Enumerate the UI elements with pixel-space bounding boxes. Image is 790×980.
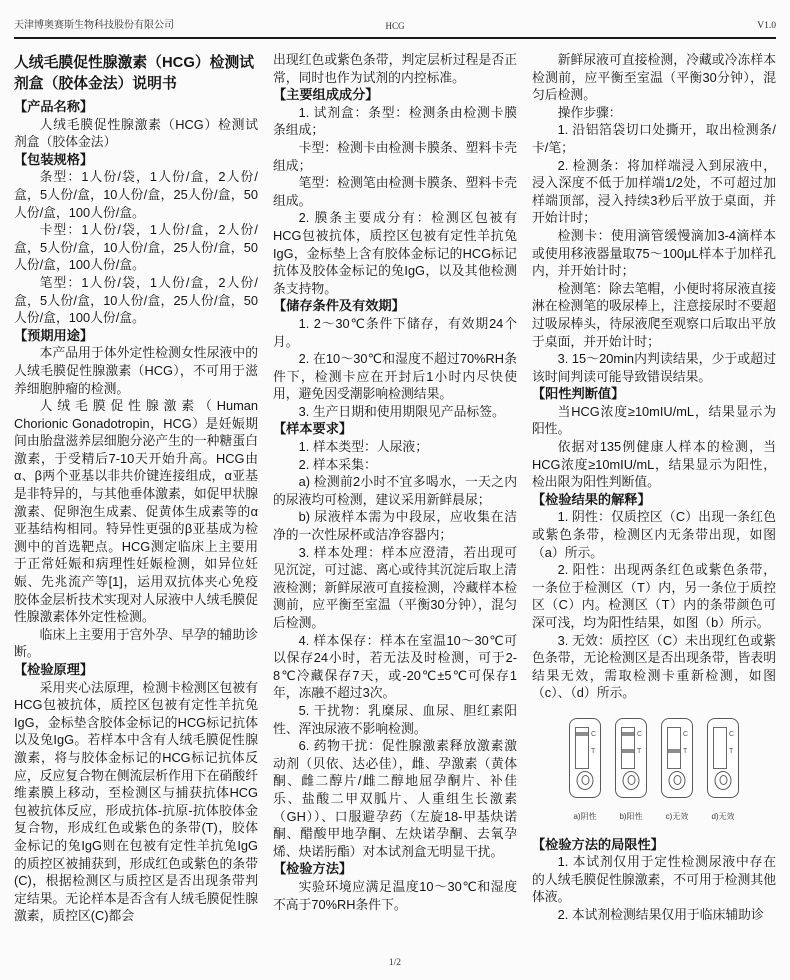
paragraph: 卡型：检测卡由检测卡膜条、塑料卡壳组成； bbox=[273, 139, 517, 173]
c-band bbox=[576, 732, 588, 736]
section-heading: 【样本要求】 bbox=[273, 421, 353, 437]
version-label: V1.0 bbox=[757, 21, 776, 31]
column-right bbox=[532, 51, 776, 925]
cassette bbox=[661, 718, 693, 826]
section-heading: 【包装规格】 bbox=[14, 151, 94, 167]
column-middle bbox=[273, 51, 517, 925]
section-heading: 【检验结果的解释】 bbox=[532, 491, 651, 507]
column-left bbox=[14, 51, 258, 925]
sample-well bbox=[623, 771, 640, 790]
paragraph: 3. 生产日期和使用期限见产品标签。 bbox=[298, 403, 505, 419]
t-mark-label: T bbox=[591, 747, 596, 755]
test-cassette bbox=[707, 718, 739, 798]
paragraph: 条型：1人份/袋，1人份/盒，2人份/盒，5人份/盒，10人份/盒，25人份/盒，50人份/盒，100人份/盒。 bbox=[14, 169, 258, 220]
cassette-caption: d)无效 bbox=[711, 811, 735, 821]
sample-well-inner bbox=[581, 775, 589, 785]
header-doc-code: HCG bbox=[385, 21, 405, 31]
sample-well bbox=[669, 771, 686, 790]
t-mark-label: T bbox=[729, 747, 734, 755]
section-heading: 【产品名称】 bbox=[14, 99, 94, 114]
c-mark-label: C bbox=[591, 730, 597, 738]
paragraph: 2. 样本采集： bbox=[298, 456, 377, 472]
paragraph: 操作步骤： bbox=[557, 104, 622, 120]
paragraph: 采用夹心法原理，检测卡检测区包被有HCG包被抗体，质控区包被有定性羊抗兔IgG，金标垫含胶体金标记的HCG标记抗体以及兔IgG。若样本中含有人绒毛膜促性腺激素，将与胶体金标记的HCG标记抗体反应，反应复合物在侧流层析作用下在硝酸纤维素膜上移动，至检测区与捕获抗体HCG包被抗体反应，形成抗体-抗原-抗体胶体金复合物，形成红色或紫色的条带(T)，胶体金标记的兔IgG则在包被有定性羊抗兔IgG的质控区被捕获到，形成红色或紫色的条带(C)，根据检测区与质控区是否出现条带判定结果。无论样本是否含有人绒毛膜促性腺激素，质控区(C)都会 bbox=[14, 679, 258, 924]
paragraph: 6. 药物干扰：促性腺激素释放激素激动剂（贝依、达必佳），雌、孕激素（黄体酮、雌二醇片/雌二醇地屈孕酮片、补佳乐、盐酸二甲双胍片、人重组生长激素（GH））、口服避孕药（左旋18-甲基炔诺酮、醋酸甲地孕酮、左炔诺孕酮、去氧孕烯、炔诺肟酯）对本试剂盒无明显干扰。 bbox=[273, 738, 517, 859]
paragraph: 出现红色或紫色条带，判定层析过程是否正常，同时也作为试剂的内控标准。 bbox=[273, 52, 517, 85]
paragraph: a) 检测前2小时不宜多喝水，一天之内的尿液均可检测，建议采用新鲜晨尿； bbox=[273, 474, 517, 507]
t-mark-label: T bbox=[683, 747, 688, 755]
paragraph: 4. 样本保存：样本在室温10～30℃可以保存24小时，若无法及时检测，可于2-8℃冷藏保存7天，或-20℃±5℃可保存1年，冻融不超过3次。 bbox=[273, 632, 517, 701]
sample-well-inner bbox=[673, 775, 681, 785]
section-heading: 【阳性判断值】 bbox=[532, 386, 625, 402]
paragraph: 依据对135例健康人样本的检测，当HCG浓度≥10mIU/mL，结果显示为阳性，检出限为阳性判断值。 bbox=[532, 439, 776, 490]
sample-well-inner bbox=[627, 775, 635, 785]
paragraph: b) 尿液样本需为中段尿，应收集在洁净的一次性尿杯或洁净容器内； bbox=[273, 509, 517, 543]
paragraph: 3. 无效：质控区（C）未出现红色或紫色条带，无论检测区是否出现条带，皆表明结果无效，需取检测卡重新检测，如图（c）、（d）所示。 bbox=[532, 632, 776, 701]
paragraph: 2. 阳性：出现两条红色或紫色条带，一条位于检测区（T）内，另一条位于质控区（C）内。检测区（T）内的条带颜色可深可浅，均为阳性结果，如图（b）所示。 bbox=[532, 562, 776, 630]
paragraph: 实验环境应满足温度10～30℃和湿度不高于70%RH条件下。 bbox=[273, 878, 517, 912]
paragraph: 1. 2～30℃条件下储存，有效期24个月。 bbox=[273, 315, 517, 349]
paragraph: 2. 膜条主要成分有：检测区包被有HCG包被抗体，质控区包被有定性羊抗兔IgG，金标垫上含有胶体金标记的HCG标记抗体及胶体金标记的兔IgG，以及其他检测条支持物。 bbox=[273, 210, 517, 296]
cassette bbox=[569, 718, 601, 826]
paragraph: 1. 阴性：仅质控区（C）出现一条红色或紫色条带，检测区内无条带出现，如图（a）所示。 bbox=[532, 509, 776, 560]
paragraph: 卡型：1人份/袋，1人份/盒，2人份/盒，5人份/盒，10人份/盒，25人份/盒，50人份/盒，100人份/盒。 bbox=[14, 222, 258, 273]
paragraph: 1. 沿铝箔袋切口处撕开，取出检测条/卡/笔； bbox=[532, 122, 776, 155]
paragraph: 2. 在10～30℃和湿度不超过70%RH条件下，检测卡应在开封后1小时内尽快使用，避免因受潮影响检测结果。 bbox=[273, 351, 517, 402]
paragraph: 1. 本试剂仅用于定性检测尿液中存在的人绒毛膜促性腺激素，不可用于检测其他体液。 bbox=[532, 854, 776, 905]
test-cassette bbox=[615, 718, 647, 798]
t-band bbox=[668, 749, 680, 753]
sample-well-inner bbox=[719, 775, 727, 785]
t-mark-label: T bbox=[637, 747, 642, 755]
paragraph: 1. 样本类型：人尿液； bbox=[298, 439, 428, 455]
paragraph: 本产品用于体外定性检测女性尿液中的人绒毛膜促性腺激素（HCG），不可用于滋养细胞肿瘤的检测。 bbox=[14, 345, 258, 396]
paragraph: 当HCG浓度≥10mIU/mL，结果显示为阳性。 bbox=[532, 403, 776, 437]
c-band bbox=[622, 732, 634, 736]
cassette-caption: b)阳性 bbox=[619, 811, 643, 821]
result-window bbox=[713, 727, 727, 769]
company-name: 天津博奥赛斯生物科技股份有限公司 bbox=[14, 20, 174, 31]
cassette bbox=[707, 718, 739, 826]
paragraph: 3. 样本处理：样本应澄清，若出现可见沉淀，可过滤、离心或待其沉淀后取上清液检测；新鲜尿液可直接检测，冷藏样本检测前，应平衡至室温（平衡30分钟），混匀后检测。 bbox=[273, 544, 517, 630]
paragraph: 笔型：检测笔由检测卡膜条、塑料卡壳组成。 bbox=[273, 175, 517, 208]
page-header bbox=[14, 0, 776, 39]
sample-well bbox=[715, 771, 732, 790]
paragraph: 笔型：1人份/袋，1人份/盒，2人份/盒，5人份/盒，10人份/盒，25人份/盒，50人份/盒，100人份/盒。 bbox=[14, 274, 258, 326]
paragraph: 人绒毛膜促性腺激素（HCG）检测试剂盒（胶体金法） bbox=[14, 116, 258, 150]
c-mark-label: C bbox=[729, 730, 735, 738]
section-heading: 【检验方法的局限性】 bbox=[532, 836, 664, 852]
text-columns bbox=[14, 39, 776, 925]
paragraph: 检测笔：除去笔帽，小便时将尿液直接淋在检测笔的吸尿棒上，注意接尿时不要超过吸尿棒头，待尿液爬至观察口后取出平放于桌面，并开始计时； bbox=[532, 280, 776, 349]
result-window bbox=[667, 727, 681, 769]
result-window bbox=[575, 727, 589, 769]
paragraph: 2. 本试剂检测结果仅用于临床辅助诊 bbox=[557, 906, 764, 922]
result-window bbox=[621, 727, 635, 769]
paragraph: 3. 15～20min内判读结果，少于或超过该时间判读可能导致错误结果。 bbox=[532, 351, 776, 384]
paragraph: 人绒毛膜促性腺激素（Human Chorionic Gonadotropin，HCG）是妊娠期间由胎盘滋养层细胞分泌产生的一种糖蛋白激素，于受精后7-10天开始升高。HCG由α、β两个亚基以非共价键连接组成，α亚基是非特异的，与其他垂体激素，如促甲状腺激素、促卵泡生成素、促黄体生成素等的α亚基结构相同。特异性更强的β亚基成为检测中的首选靶点。HCG测定临床上主要用于正常妊娠和病理性妊娠检测，如异位妊娠、先兆流产等[1]，运用双抗体夹心免疫胶体金层析技术实现对人尿液中人绒毛膜促性腺激素体外定性检测。 bbox=[14, 398, 258, 625]
section-heading: 【储存条件及有效期】 bbox=[273, 298, 405, 314]
section-heading: 【主要组成成分】 bbox=[273, 87, 379, 103]
page-number: 1/2 bbox=[388, 958, 402, 968]
c-mark-label: C bbox=[683, 730, 689, 738]
paragraph: 新鲜尿液可直接检测，冷藏或冷冻样本检测前，应平衡至室温（平衡30分钟），混匀后检测。 bbox=[532, 52, 776, 103]
section-heading: 【检验原理】 bbox=[14, 662, 94, 677]
section-heading: 【预期用途】 bbox=[14, 327, 94, 343]
c-mark-label: C bbox=[637, 730, 643, 738]
paragraph: 5. 干扰物：乳糜尿、血尿、胆红素阳性、浑浊尿液不影响检测。 bbox=[273, 702, 517, 736]
result-interpretation-figure bbox=[532, 718, 776, 826]
section-heading: 【检验方法】 bbox=[273, 861, 353, 877]
doc-title: 人绒毛膜促性腺激素（HCG）检测试剂盒（胶体金法）说明书 bbox=[14, 55, 255, 92]
cassette-caption: a)阴性 bbox=[573, 811, 597, 821]
paragraph: 检测卡：使用滴管缓慢滴加3-4滴样本或使用移液器量取75～100μL样本于加样孔内，并开始计时； bbox=[532, 227, 776, 279]
paragraph: 2. 检测条：将加样端浸入到尿液中，浸入深度不低于加样端1/2处，不可超过加样端顶部，浸入持续3秒后平放于桌面，并开始计时； bbox=[532, 157, 776, 226]
sample-well bbox=[577, 771, 594, 790]
test-cassette bbox=[661, 718, 693, 798]
cassette-caption: c)无效 bbox=[665, 811, 689, 821]
paragraph: 1. 试剂盒：条型：检测条由检测卡膜条组成； bbox=[273, 104, 517, 138]
test-cassette bbox=[569, 718, 601, 798]
t-band bbox=[622, 749, 634, 753]
cassette bbox=[615, 718, 647, 826]
paragraph: 临床上主要用于宫外孕、早孕的辅助诊断。 bbox=[14, 626, 258, 660]
